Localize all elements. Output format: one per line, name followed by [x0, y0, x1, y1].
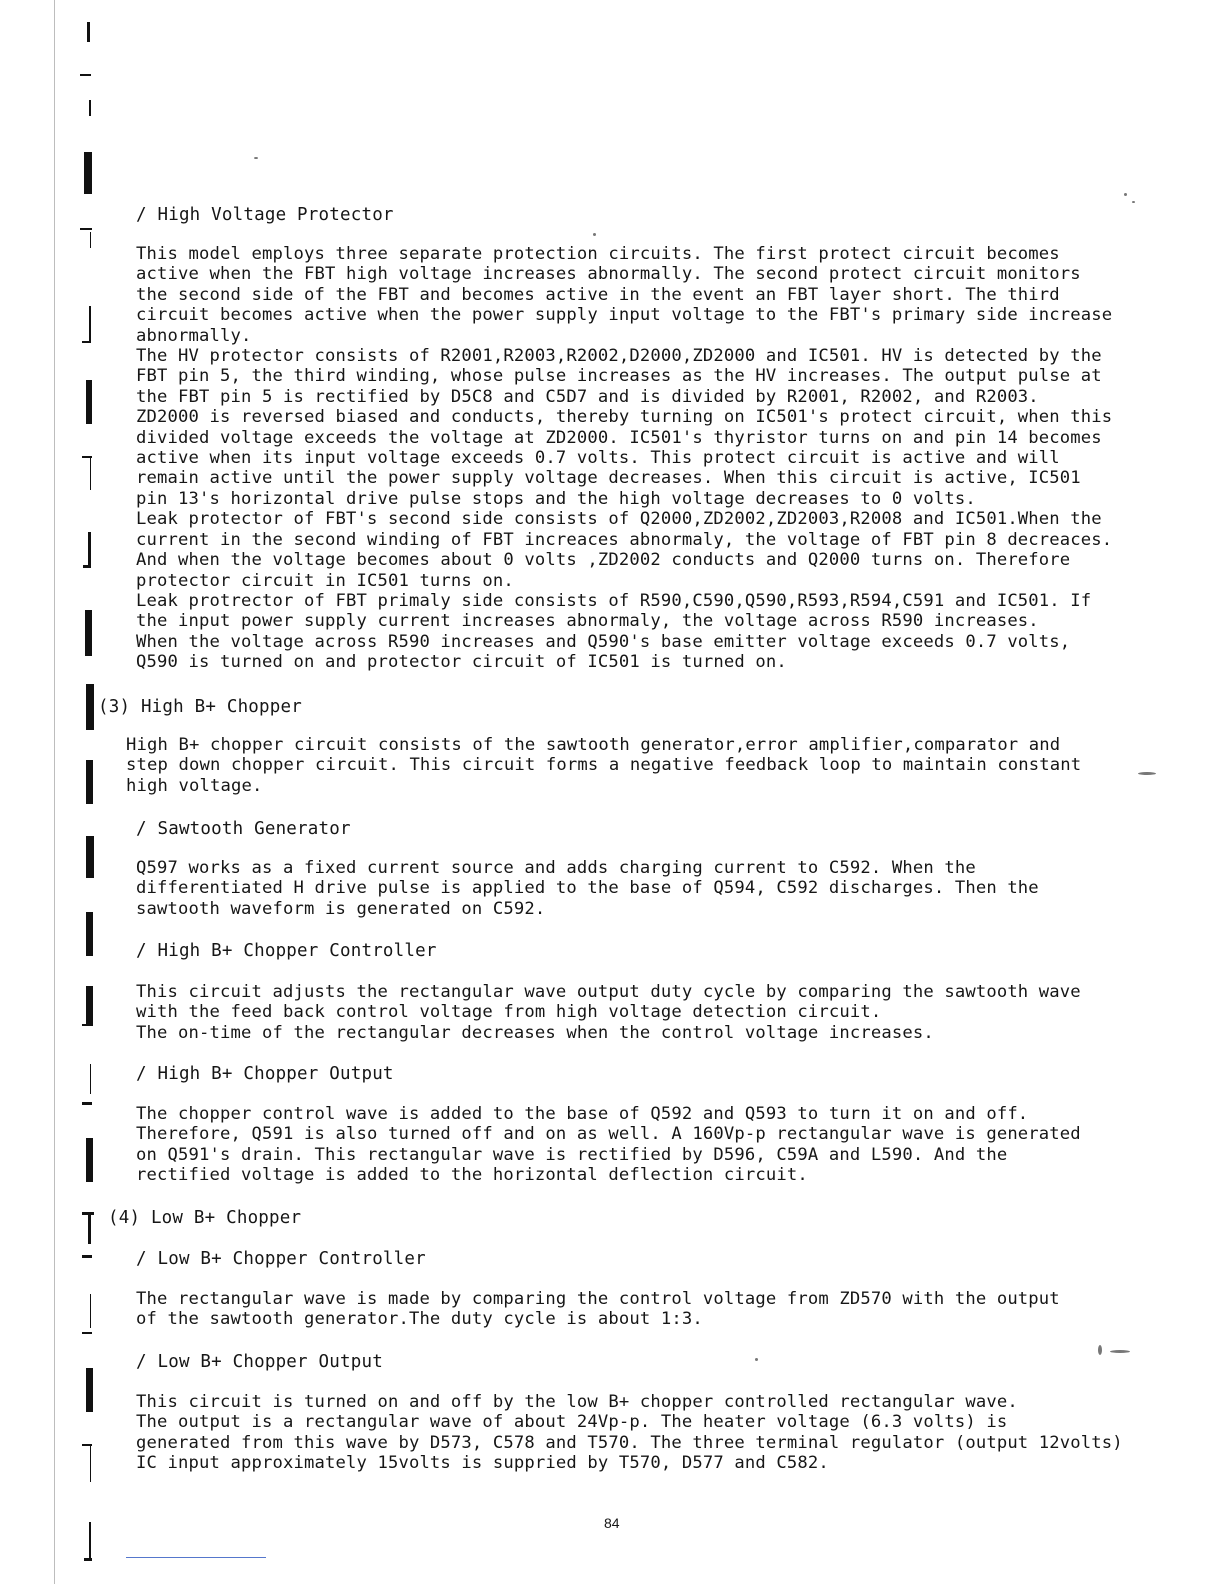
heading-high-b-chopper-controller: / High B+ Chopper Controller	[136, 941, 437, 961]
paragraph-sawtooth-generator: Q597 works as a fixed current source and adds charging current to C592. When the differentiated H drive pulse is applied to the base of Q594, C592 discharges. Then the sawtooth waveform is generated on C592.	[136, 858, 1039, 919]
heading-high-b-chopper-output: / High B+ Chopper Output	[136, 1064, 394, 1084]
heading-low-b-chopper-output: / Low B+ Chopper Output	[136, 1352, 383, 1372]
paragraph-low-b-chopper-output: This circuit is turned on and off by the low B+ chopper controlled rectangular wave. The output is a rectangular wave of about 24Vp-p. The heater voltage (6.3 volts) is generated from this wave by D573, C578 and T570. The three terminal regulator (output 12volts) IC input approximately 15volts is suppried by T570, D577 and C582.	[136, 1392, 1123, 1474]
heading-high-b-chopper: (3) High B+ Chopper	[98, 697, 302, 717]
paragraph-high-b-chopper-intro: High B+ chopper circuit consists of the sawtooth generator,error amplifier,comparator and step down chopper circuit. This circuit forms a negative feedback loop to maintain constant high voltage.	[126, 735, 1082, 796]
heading-low-b-chopper-controller: / Low B+ Chopper Controller	[136, 1249, 426, 1269]
heading-low-b-chopper: (4) Low B+ Chopper	[108, 1208, 302, 1228]
paragraph-hv-protector: This model employs three separate protection circuits. The first protect circuit becomes active when the FBT high voltage increases abnormally. The second protect circuit monitors the second side of the FBT and becomes active in the event an FBT layer short. The third circuit becomes active when the power supply input voltage to the FBT's primary side increase abnormally. The HV protector consists of R2001,R2003,R2002,D2000,ZD2000 and IC501. HV is detected by the FBT pin 5, the third winding, whose pulse increases as the HV increases. The output pulse at the FBT pin 5 is rectified by D5C8 and C5D7 and is divided by R2001, R2002, and R2003. ZD2000 is reversed biased and conducts, thereby turning on IC501's protect circuit, when this divided voltage exceeds the voltage at ZD2000. IC501's thyristor turns on and pin 14 becomes active when its input voltage exceeds 0.7 volts. This protect circuit is active and will remain active until the power supply voltage decreases. When this circuit is active, IC501 pin 13's horizontal drive pulse stops and the high voltage decreases to 0 volts. Leak protector of FBT's second side consists of Q2000,ZD2002,ZD2003,R2008 and IC501.When the current in the second winding of FBT increaces abnormaly, the voltage of FBT pin 8 decreaces. And when the voltage becomes about 0 volts ,ZD2002 conducts and Q2000 turns on. Therefore protector circuit in IC501 turns on. Leak protrector of FBT primaly side consists of R590,C590,Q590,R593,R594,C591 and IC501. If the input power supply current increases abnormaly, the voltage across R590 increases. When the voltage across R590 increases and Q590's base emitter voltage exceeds 0.7 volts, Q590 is turned on and protector circuit of IC501 is turned on.	[136, 244, 1113, 673]
heading-high-voltage-protector: / High Voltage Protector	[136, 205, 394, 225]
paragraph-high-b-chopper-controller: This circuit adjusts the rectangular wave output duty cycle by comparing the sawtooth wave with the feed back control voltage from high voltage detection circuit. The on-time of the rectangular decreases when the control voltage increases.	[136, 982, 1081, 1043]
page-edge-rule	[54, 0, 55, 1584]
paragraph-high-b-chopper-output: The chopper control wave is added to the base of Q592 and Q593 to turn it on and off. Therefore, Q591 is also turned off and on as well. A 160Vp-p rectangular wave is generated on Q591's drain. This rectangular wave is rectified by D596, C59A and L590. And the rectified voltage is added to the horizontal deflection circuit.	[136, 1104, 1081, 1186]
footer-rule	[126, 1557, 266, 1558]
page-number: 84	[604, 1515, 620, 1531]
paragraph-low-b-chopper-controller: The rectangular wave is made by comparing the control voltage from ZD570 with the output of the sawtooth generator.The duty cycle is about 1:3.	[136, 1289, 1060, 1330]
heading-sawtooth-generator: / Sawtooth Generator	[136, 819, 351, 839]
